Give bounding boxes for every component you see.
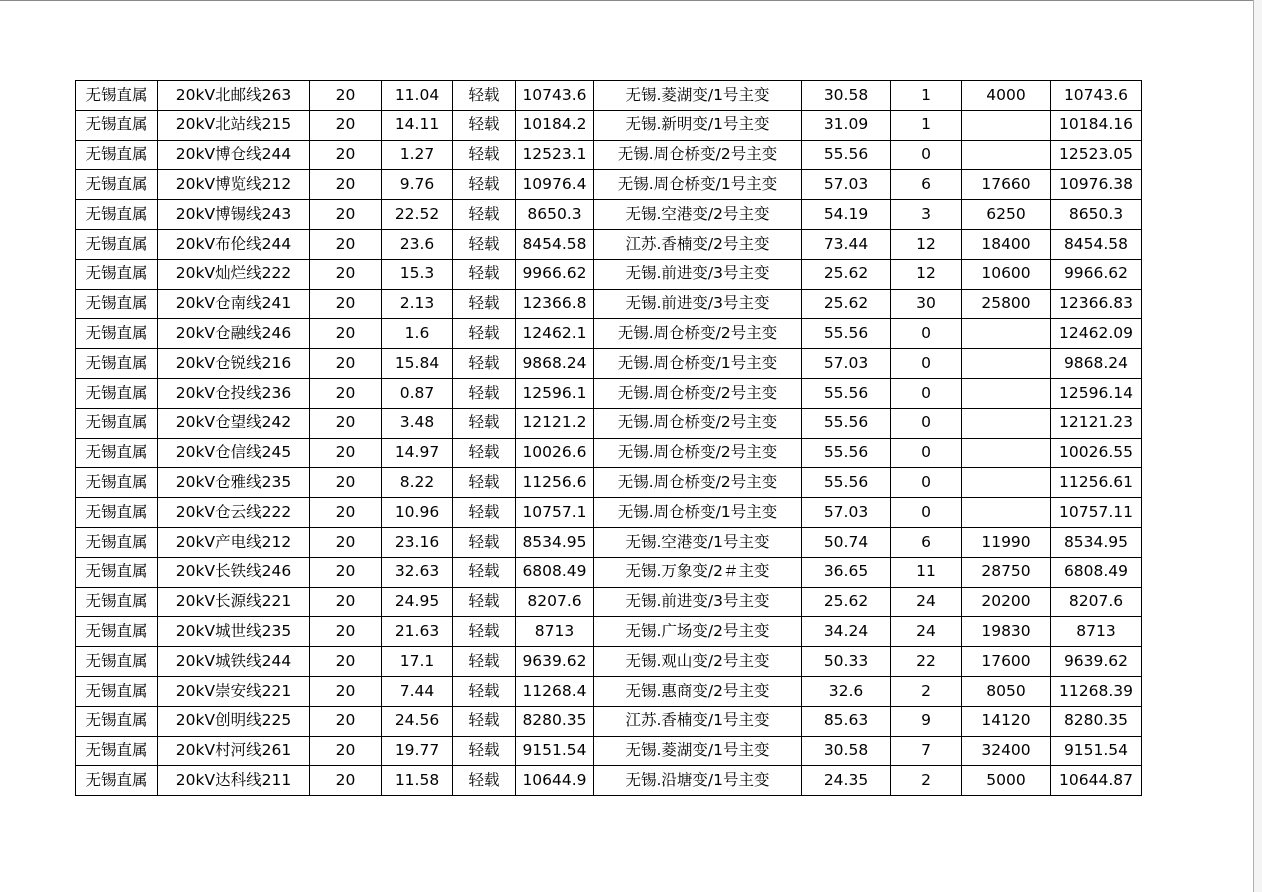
load-rate-cell: 19.77: [382, 736, 453, 766]
capacity-cell: 9151.54: [516, 736, 594, 766]
reserved-capacity-cell: 4000: [962, 81, 1051, 111]
line-name-cell: 20kV崇安线221: [158, 676, 310, 706]
load-rate-cell: 23.16: [382, 527, 453, 557]
substation-transformer-cell: 无锡.周仓桥变/2号主变: [594, 408, 802, 438]
capacity-cell: 11268.4: [516, 676, 594, 706]
capacity-cell: 10644.9: [516, 766, 594, 796]
load-status-cell: 轻载: [453, 319, 516, 349]
transformer-load-rate-cell: 85.63: [802, 706, 891, 736]
load-rate-cell: 22.52: [382, 200, 453, 230]
line-name-cell: 20kV仓云线222: [158, 498, 310, 528]
company-cell: 无锡直属: [76, 289, 158, 319]
company-cell: 无锡直属: [76, 587, 158, 617]
load-status-cell: 轻载: [453, 349, 516, 379]
substation-transformer-cell: 无锡.惠商变/2号主变: [594, 676, 802, 706]
capacity-cell: 8650.3: [516, 200, 594, 230]
voltage-cell: 20: [310, 319, 382, 349]
load-status-cell: 轻载: [453, 647, 516, 677]
voltage-cell: 20: [310, 378, 382, 408]
voltage-cell: 20: [310, 200, 382, 230]
load-status-cell: 轻载: [453, 587, 516, 617]
reserved-capacity-cell: 5000: [962, 766, 1051, 796]
count-cell: 6: [891, 170, 962, 200]
company-cell: 无锡直属: [76, 706, 158, 736]
available-capacity-cell: 9151.54: [1051, 736, 1142, 766]
table-row: [76, 170, 1142, 200]
capacity-cell: 8454.58: [516, 229, 594, 259]
line-name-cell: 20kV布伦线244: [158, 229, 310, 259]
load-rate-cell: 15.84: [382, 349, 453, 379]
page-right-shade: [1254, 0, 1262, 892]
available-capacity-cell: 8207.6: [1051, 587, 1142, 617]
line-name-cell: 20kV博览线212: [158, 170, 310, 200]
count-cell: 0: [891, 349, 962, 379]
count-cell: 0: [891, 319, 962, 349]
company-cell: 无锡直属: [76, 229, 158, 259]
load-status-cell: 轻载: [453, 378, 516, 408]
company-cell: 无锡直属: [76, 110, 158, 140]
capacity-cell: 11256.6: [516, 468, 594, 498]
reserved-capacity-cell: [962, 110, 1051, 140]
table-row: [76, 259, 1142, 289]
line-name-cell: 20kV仓信线245: [158, 438, 310, 468]
capacity-cell: 8280.35: [516, 706, 594, 736]
count-cell: 0: [891, 498, 962, 528]
load-rate-cell: 24.95: [382, 587, 453, 617]
load-status-cell: 轻载: [453, 200, 516, 230]
table-row: [76, 676, 1142, 706]
load-status-cell: 轻载: [453, 498, 516, 528]
substation-transformer-cell: 无锡.前进变/3号主变: [594, 587, 802, 617]
substation-transformer-cell: 无锡.周仓桥变/2号主变: [594, 438, 802, 468]
line-name-cell: 20kV博锡线243: [158, 200, 310, 230]
line-name-cell: 20kV博仓线244: [158, 140, 310, 170]
count-cell: 2: [891, 766, 962, 796]
substation-transformer-cell: 无锡.周仓桥变/1号主变: [594, 498, 802, 528]
reserved-capacity-cell: [962, 319, 1051, 349]
available-capacity-cell: 11268.39: [1051, 676, 1142, 706]
voltage-cell: 20: [310, 706, 382, 736]
capacity-cell: 10184.2: [516, 110, 594, 140]
available-capacity-cell: 12596.14: [1051, 378, 1142, 408]
line-name-cell: 20kV城铁线244: [158, 647, 310, 677]
voltage-cell: 20: [310, 587, 382, 617]
available-capacity-cell: 11256.61: [1051, 468, 1142, 498]
load-status-cell: 轻载: [453, 527, 516, 557]
reserved-capacity-cell: 19830: [962, 617, 1051, 647]
reserved-capacity-cell: 18400: [962, 229, 1051, 259]
substation-transformer-cell: 江苏.香楠变/2号主变: [594, 229, 802, 259]
reserved-capacity-cell: 32400: [962, 736, 1051, 766]
company-cell: 无锡直属: [76, 140, 158, 170]
load-rate-cell: 23.6: [382, 229, 453, 259]
table-row: [76, 110, 1142, 140]
count-cell: 9: [891, 706, 962, 736]
count-cell: 12: [891, 229, 962, 259]
company-cell: 无锡直属: [76, 438, 158, 468]
load-status-cell: 轻载: [453, 229, 516, 259]
substation-transformer-cell: 无锡.观山变/2号主变: [594, 647, 802, 677]
load-status-cell: 轻载: [453, 766, 516, 796]
capacity-cell: 9966.62: [516, 259, 594, 289]
reserved-capacity-cell: 11990: [962, 527, 1051, 557]
count-cell: 24: [891, 617, 962, 647]
substation-transformer-cell: 无锡.前进变/3号主变: [594, 259, 802, 289]
voltage-cell: 20: [310, 140, 382, 170]
voltage-cell: 20: [310, 349, 382, 379]
line-name-cell: 20kV长源线221: [158, 587, 310, 617]
count-cell: 24: [891, 587, 962, 617]
voltage-cell: 20: [310, 617, 382, 647]
line-name-cell: 20kV仓融线246: [158, 319, 310, 349]
table-row: [76, 378, 1142, 408]
load-rate-cell: 3.48: [382, 408, 453, 438]
capacity-cell: 12523.1: [516, 140, 594, 170]
load-rate-cell: 2.13: [382, 289, 453, 319]
substation-transformer-cell: 无锡.沿塘变/1号主变: [594, 766, 802, 796]
count-cell: 0: [891, 140, 962, 170]
load-status-cell: 轻载: [453, 557, 516, 587]
voltage-cell: 20: [310, 676, 382, 706]
line-name-cell: 20kV城世线235: [158, 617, 310, 647]
load-status-cell: 轻载: [453, 438, 516, 468]
transformer-load-rate-cell: 55.56: [802, 319, 891, 349]
table-row: [76, 527, 1142, 557]
reserved-capacity-cell: 6250: [962, 200, 1051, 230]
available-capacity-cell: 10743.6: [1051, 81, 1142, 111]
voltage-cell: 20: [310, 557, 382, 587]
company-cell: 无锡直属: [76, 736, 158, 766]
load-rate-cell: 14.97: [382, 438, 453, 468]
load-status-cell: 轻载: [453, 706, 516, 736]
load-rate-cell: 11.58: [382, 766, 453, 796]
count-cell: 7: [891, 736, 962, 766]
available-capacity-cell: 8650.3: [1051, 200, 1142, 230]
voltage-cell: 20: [310, 647, 382, 677]
substation-transformer-cell: 江苏.香楠变/1号主变: [594, 706, 802, 736]
table-row: [76, 617, 1142, 647]
load-rate-cell: 24.56: [382, 706, 453, 736]
capacity-cell: 9639.62: [516, 647, 594, 677]
table-body: [76, 81, 1142, 796]
load-rate-cell: 10.96: [382, 498, 453, 528]
count-cell: 0: [891, 408, 962, 438]
table-row: [76, 229, 1142, 259]
available-capacity-cell: 10184.16: [1051, 110, 1142, 140]
voltage-cell: 20: [310, 468, 382, 498]
transformer-load-rate-cell: 30.58: [802, 736, 891, 766]
available-capacity-cell: 12523.05: [1051, 140, 1142, 170]
substation-transformer-cell: 无锡.新明变/1号主变: [594, 110, 802, 140]
count-cell: 30: [891, 289, 962, 319]
load-rate-cell: 8.22: [382, 468, 453, 498]
load-rate-cell: 7.44: [382, 676, 453, 706]
count-cell: 22: [891, 647, 962, 677]
available-capacity-cell: 10644.87: [1051, 766, 1142, 796]
available-capacity-cell: 8713: [1051, 617, 1142, 647]
load-rate-cell: 21.63: [382, 617, 453, 647]
line-name-cell: 20kV仓雅线235: [158, 468, 310, 498]
line-name-cell: 20kV仓锐线216: [158, 349, 310, 379]
company-cell: 无锡直属: [76, 498, 158, 528]
count-cell: 12: [891, 259, 962, 289]
load-rate-cell: 17.1: [382, 647, 453, 677]
capacity-cell: 10757.1: [516, 498, 594, 528]
available-capacity-cell: 8534.95: [1051, 527, 1142, 557]
substation-transformer-cell: 无锡.空港变/2号主变: [594, 200, 802, 230]
reserved-capacity-cell: [962, 408, 1051, 438]
company-cell: 无锡直属: [76, 617, 158, 647]
company-cell: 无锡直属: [76, 170, 158, 200]
table-row: [76, 557, 1142, 587]
table-row: [76, 438, 1142, 468]
transformer-load-rate-cell: 54.19: [802, 200, 891, 230]
page-top-border: [0, 0, 1262, 1]
load-rate-cell: 14.11: [382, 110, 453, 140]
transformer-load-rate-cell: 25.62: [802, 587, 891, 617]
line-name-cell: 20kV产电线212: [158, 527, 310, 557]
transformer-load-rate-cell: 50.74: [802, 527, 891, 557]
voltage-cell: 20: [310, 766, 382, 796]
line-name-cell: 20kV北邮线263: [158, 81, 310, 111]
substation-transformer-cell: 无锡.周仓桥变/2号主变: [594, 319, 802, 349]
voltage-cell: 20: [310, 259, 382, 289]
substation-transformer-cell: 无锡.菱湖变/1号主变: [594, 81, 802, 111]
feeder-load-table: [75, 80, 1142, 796]
voltage-cell: 20: [310, 289, 382, 319]
load-rate-cell: 11.04: [382, 81, 453, 111]
count-cell: 0: [891, 378, 962, 408]
table-row: [76, 349, 1142, 379]
substation-transformer-cell: 无锡.周仓桥变/2号主变: [594, 378, 802, 408]
table-row: [76, 647, 1142, 677]
line-name-cell: 20kV北站线215: [158, 110, 310, 140]
load-status-cell: 轻载: [453, 468, 516, 498]
capacity-cell: 8534.95: [516, 527, 594, 557]
count-cell: 2: [891, 676, 962, 706]
transformer-load-rate-cell: 24.35: [802, 766, 891, 796]
capacity-cell: 12121.2: [516, 408, 594, 438]
count-cell: 0: [891, 438, 962, 468]
table-row: [76, 319, 1142, 349]
transformer-load-rate-cell: 55.56: [802, 408, 891, 438]
line-name-cell: 20kV长铁线246: [158, 557, 310, 587]
transformer-load-rate-cell: 57.03: [802, 349, 891, 379]
table-row: [76, 289, 1142, 319]
reserved-capacity-cell: 10600: [962, 259, 1051, 289]
substation-transformer-cell: 无锡.周仓桥变/1号主变: [594, 170, 802, 200]
line-name-cell: 20kV灿烂线222: [158, 259, 310, 289]
company-cell: 无锡直属: [76, 378, 158, 408]
voltage-cell: 20: [310, 736, 382, 766]
company-cell: 无锡直属: [76, 468, 158, 498]
load-status-cell: 轻载: [453, 736, 516, 766]
transformer-load-rate-cell: 25.62: [802, 289, 891, 319]
reserved-capacity-cell: [962, 378, 1051, 408]
count-cell: 1: [891, 110, 962, 140]
table-row: [76, 587, 1142, 617]
transformer-load-rate-cell: 30.58: [802, 81, 891, 111]
available-capacity-cell: 9639.62: [1051, 647, 1142, 677]
transformer-load-rate-cell: 55.56: [802, 438, 891, 468]
reserved-capacity-cell: [962, 468, 1051, 498]
load-status-cell: 轻载: [453, 170, 516, 200]
reserved-capacity-cell: [962, 140, 1051, 170]
capacity-cell: 9868.24: [516, 349, 594, 379]
load-rate-cell: 9.76: [382, 170, 453, 200]
capacity-cell: 12366.8: [516, 289, 594, 319]
table-row: [76, 766, 1142, 796]
voltage-cell: 20: [310, 170, 382, 200]
company-cell: 无锡直属: [76, 676, 158, 706]
available-capacity-cell: 10976.38: [1051, 170, 1142, 200]
line-name-cell: 20kV达科线211: [158, 766, 310, 796]
line-name-cell: 20kV仓投线236: [158, 378, 310, 408]
reserved-capacity-cell: 28750: [962, 557, 1051, 587]
load-status-cell: 轻载: [453, 289, 516, 319]
voltage-cell: 20: [310, 110, 382, 140]
substation-transformer-cell: 无锡.前进变/3号主变: [594, 289, 802, 319]
reserved-capacity-cell: 14120: [962, 706, 1051, 736]
transformer-load-rate-cell: 57.03: [802, 498, 891, 528]
company-cell: 无锡直属: [76, 527, 158, 557]
line-name-cell: 20kV村河线261: [158, 736, 310, 766]
substation-transformer-cell: 无锡.空港变/1号主变: [594, 527, 802, 557]
voltage-cell: 20: [310, 408, 382, 438]
count-cell: 1: [891, 81, 962, 111]
available-capacity-cell: 8280.35: [1051, 706, 1142, 736]
count-cell: 3: [891, 200, 962, 230]
load-status-cell: 轻载: [453, 676, 516, 706]
capacity-cell: 10743.6: [516, 81, 594, 111]
voltage-cell: 20: [310, 527, 382, 557]
count-cell: 11: [891, 557, 962, 587]
reserved-capacity-cell: 17600: [962, 647, 1051, 677]
table-row: [76, 706, 1142, 736]
capacity-cell: 12596.1: [516, 378, 594, 408]
substation-transformer-cell: 无锡.广场变/2号主变: [594, 617, 802, 647]
available-capacity-cell: 9868.24: [1051, 349, 1142, 379]
voltage-cell: 20: [310, 438, 382, 468]
capacity-cell: 6808.49: [516, 557, 594, 587]
available-capacity-cell: 12121.23: [1051, 408, 1142, 438]
table-row: [76, 408, 1142, 438]
company-cell: 无锡直属: [76, 200, 158, 230]
reserved-capacity-cell: 20200: [962, 587, 1051, 617]
capacity-cell: 8207.6: [516, 587, 594, 617]
table-row: [76, 140, 1142, 170]
substation-transformer-cell: 无锡.菱湖变/1号主变: [594, 736, 802, 766]
load-rate-cell: 32.63: [382, 557, 453, 587]
capacity-cell: 12462.1: [516, 319, 594, 349]
voltage-cell: 20: [310, 229, 382, 259]
company-cell: 无锡直属: [76, 319, 158, 349]
available-capacity-cell: 6808.49: [1051, 557, 1142, 587]
transformer-load-rate-cell: 73.44: [802, 229, 891, 259]
table-row: [76, 200, 1142, 230]
line-name-cell: 20kV创明线225: [158, 706, 310, 736]
capacity-cell: 8713: [516, 617, 594, 647]
reserved-capacity-cell: [962, 498, 1051, 528]
available-capacity-cell: 9966.62: [1051, 259, 1142, 289]
count-cell: 6: [891, 527, 962, 557]
reserved-capacity-cell: [962, 349, 1051, 379]
substation-transformer-cell: 无锡.周仓桥变/2号主变: [594, 468, 802, 498]
load-rate-cell: 0.87: [382, 378, 453, 408]
reserved-capacity-cell: 25800: [962, 289, 1051, 319]
transformer-load-rate-cell: 55.56: [802, 140, 891, 170]
available-capacity-cell: 12366.83: [1051, 289, 1142, 319]
table-row: [76, 498, 1142, 528]
capacity-cell: 10026.6: [516, 438, 594, 468]
line-name-cell: 20kV仓望线242: [158, 408, 310, 438]
available-capacity-cell: 10757.11: [1051, 498, 1142, 528]
substation-transformer-cell: 无锡.周仓桥变/1号主变: [594, 349, 802, 379]
company-cell: 无锡直属: [76, 259, 158, 289]
transformer-load-rate-cell: 50.33: [802, 647, 891, 677]
load-status-cell: 轻载: [453, 408, 516, 438]
load-status-cell: 轻载: [453, 259, 516, 289]
transformer-load-rate-cell: 36.65: [802, 557, 891, 587]
table-row: [76, 81, 1142, 111]
transformer-load-rate-cell: 32.6: [802, 676, 891, 706]
transformer-load-rate-cell: 31.09: [802, 110, 891, 140]
transformer-load-rate-cell: 55.56: [802, 468, 891, 498]
available-capacity-cell: 10026.55: [1051, 438, 1142, 468]
load-status-cell: 轻载: [453, 81, 516, 111]
company-cell: 无锡直属: [76, 349, 158, 379]
substation-transformer-cell: 无锡.周仓桥变/2号主变: [594, 140, 802, 170]
available-capacity-cell: 12462.09: [1051, 319, 1142, 349]
transformer-load-rate-cell: 25.62: [802, 259, 891, 289]
load-status-cell: 轻载: [453, 110, 516, 140]
transformer-load-rate-cell: 34.24: [802, 617, 891, 647]
transformer-load-rate-cell: 57.03: [802, 170, 891, 200]
transformer-load-rate-cell: 55.56: [802, 378, 891, 408]
reserved-capacity-cell: 17660: [962, 170, 1051, 200]
line-name-cell: 20kV仓南线241: [158, 289, 310, 319]
count-cell: 0: [891, 468, 962, 498]
substation-transformer-cell: 无锡.万象变/2＃主变: [594, 557, 802, 587]
load-rate-cell: 1.6: [382, 319, 453, 349]
load-status-cell: 轻载: [453, 140, 516, 170]
voltage-cell: 20: [310, 498, 382, 528]
reserved-capacity-cell: [962, 438, 1051, 468]
table-row: [76, 468, 1142, 498]
company-cell: 无锡直属: [76, 557, 158, 587]
company-cell: 无锡直属: [76, 766, 158, 796]
reserved-capacity-cell: 8050: [962, 676, 1051, 706]
load-status-cell: 轻载: [453, 617, 516, 647]
company-cell: 无锡直属: [76, 647, 158, 677]
company-cell: 无锡直属: [76, 408, 158, 438]
capacity-cell: 10976.4: [516, 170, 594, 200]
available-capacity-cell: 8454.58: [1051, 229, 1142, 259]
load-rate-cell: 15.3: [382, 259, 453, 289]
voltage-cell: 20: [310, 81, 382, 111]
load-rate-cell: 1.27: [382, 140, 453, 170]
table-row: [76, 736, 1142, 766]
company-cell: 无锡直属: [76, 81, 158, 111]
